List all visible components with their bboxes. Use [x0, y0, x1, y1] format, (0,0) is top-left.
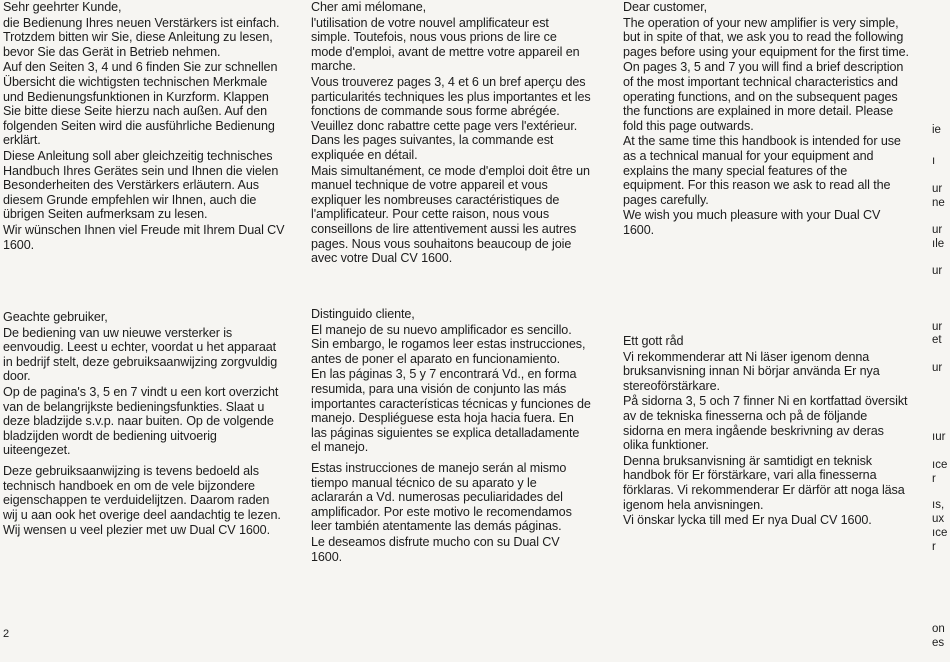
- german-paragraph: Auf den Seiten 3, 4 und 6 finden Sie zur schnellen Übersicht die wichtigsten technischen Merkmale und Bedienungsfunktionen in Kurzform. Klappen Sie bitte diese Seite hierzu nach außen. Auf den folgenden Seiten wird die ausführliche Bedienung erklärt.: [3, 60, 278, 148]
- swedish-paragraph: Denna bruksanvisning är samtidigt en teknisk handbok för Er förstärkare, vari alla finesserna förklaras. Vi rekommenderar Er därför att noga läsa igenom hela anvisningen.: [623, 453, 905, 512]
- french-paragraph: l'utilisation de votre nouvel amplificateur est simple. Toutefois, nous vous prions de lire ce mode d'emploi, avant de mettre votre appareil en marche.: [311, 15, 580, 74]
- edge-fragment: r: [932, 541, 936, 553]
- edge-fragment: ur: [932, 265, 943, 277]
- edge-fragment: es: [932, 637, 945, 649]
- edge-fragment: ıs,: [932, 499, 945, 511]
- english-paragraph: The operation of your new amplifier is very simple, but in spite of that, we ask you to read the following pages before using your equipment for the first time.: [623, 15, 909, 59]
- edge-fragment: ur: [932, 224, 943, 236]
- german-closing: Wir wünschen Ihnen viel Freude mit Ihrem Dual CV 1600.: [3, 222, 285, 252]
- edge-fragment: r: [932, 473, 936, 485]
- edge-fragment: ur: [932, 362, 943, 374]
- edge-fragment: et: [932, 334, 942, 346]
- swedish-salutation: Ett gott råd: [623, 334, 684, 348]
- dutch-paragraph: Deze gebruiksaanwijzing is tevens bedoeld als technisch handboek en om de vele bijzondere eigenschappen te verduidelijtzen. Daarom raden wij u aan ook het overige deel aandachtig te lezen.: [3, 463, 281, 522]
- german-text-block: [3, 0, 285, 253]
- french-salutation: Cher ami mélomane,: [311, 0, 427, 14]
- edge-fragment: ne: [932, 197, 945, 209]
- english-paragraph: At the same time this handbook is intended for use as a technical manual for your equipment and explains the many special features of the equipment. For this reason we ask to read all the pages carefully.: [623, 134, 901, 207]
- french-text-block: [311, 0, 591, 267]
- german-paragraph: Diese Anleitung soll aber gleichzeitig technisches Handbuch Ihres Gerätes sein und Ihnen die vielen Besonderheiten des Verstärkers erläutern. Aus diesem Grunde empfehlen wir Ihnen, auch die übrigen Seiten aufmerksam zu lesen.: [3, 148, 279, 222]
- swedish-text-block: [623, 334, 909, 529]
- spanish-salutation: Distinguido cliente,: [311, 307, 415, 321]
- edge-fragment: ıce: [932, 527, 948, 539]
- dutch-salutation: Geachte gebruiker,: [3, 310, 108, 324]
- english-salutation: Dear customer,: [623, 0, 707, 14]
- page-number: 2: [3, 628, 10, 640]
- spanish-paragraph: En las páginas 3, 5 y 7 encontrará Vd., en forma resumida, para una visión de conjunto las más importantes características técnicas y funciones de manejo. Despliéguese esta hoja hacia fuera. En las páginas siguientes se explica detalladamente el manejo.: [311, 367, 591, 455]
- edge-fragment: ur: [932, 321, 943, 333]
- dutch-closing: Wij wensen u veel plezier met uw Dual CV 1600.: [3, 523, 270, 538]
- right-edge-fragments: [930, 0, 950, 662]
- spanish-closing: Le deseamos disfrute mucho con su Dual CV 1600.: [311, 534, 560, 564]
- edge-fragment: ıce: [932, 459, 948, 471]
- french-paragraph: Mais simultanément, ce mode d'emploi doit être un manuel technique de votre appareil et vous expliquer les nombreuses caractéristiques de l'amplificateur. Pour cette raison, nous vous conseillons de lire attentivement aussi les autres pages. Nous vous souhaitons beaucoup de joie avec votre Dual CV 1600.: [311, 163, 590, 266]
- swedish-paragraph: På sidorna 3, 5 och 7 finner Ni en kortfattad översikt av de tekniska finesserna och på de följande sidorna en mera ingående beskrivning av deras olika funktioner.: [623, 394, 908, 453]
- edge-fragment: ie: [932, 124, 941, 136]
- dutch-text-block: [3, 310, 285, 539]
- swedish-closing: Vi önskar lycka till med Er nya Dual CV 1600.: [623, 513, 872, 528]
- edge-fragment: ı: [932, 155, 936, 167]
- german-paragraph: die Bedienung Ihres neuen Verstärkers ist einfach. Trotzdem bitten wir Sie, diese Anleitung zu lesen, bevor Sie das Gerät in Betrieb nehmen.: [3, 15, 280, 59]
- french-paragraph: Vous trouverez pages 3, 4 et 6 un bref aperçu des particularités techniques les plus importantes et les fonctions de commande sous forme abrégée. Veuillez donc rabattre cette page vers l'extérieur. Dans les pages suivantes, la commande est expliquée en détail.: [311, 74, 591, 162]
- edge-fragment: on: [932, 623, 945, 635]
- swedish-paragraph: Vi rekommenderar att Ni läser igenom denna bruksanvisning innan Ni börjar använda Er nya stereoförstärkare.: [623, 349, 880, 393]
- dutch-paragraph: De bediening van uw nieuwe versterker is eenvoudig. Leest u echter, voordat u het apparaat in bedrijf stelt, deze gebruiksaanwijzing zorgvuldig door.: [3, 325, 278, 384]
- spanish-paragraph: El manejo de su nuevo amplificador es sencillo. Sin embargo, le rogamos leer estas instrucciones, antes de poner el aparato en funcionamiento.: [311, 322, 586, 366]
- edge-fragment: ur: [932, 183, 943, 195]
- spanish-text-block: [311, 307, 591, 565]
- english-closing: We wish you much pleasure with your Dual CV 1600.: [623, 208, 881, 237]
- german-salutation: Sehr geehrter Kunde,: [3, 0, 122, 14]
- english-text-block: [623, 0, 909, 239]
- spanish-paragraph: Estas instrucciones de manejo serán al mismo tiempo manual técnico de su aparato y le aclararán a Vd. numerosas peculiaridades del amplificador. Por este motivo le recomendamos leer también atentamente las demás páginas.: [311, 460, 572, 534]
- english-paragraph: On pages 3, 5 and 7 you will find a brief description of the most important technical characteristics and operating functions, and on the subsequent pages the functions are explained in more detail. Please fold this page outwards.: [623, 60, 904, 133]
- edge-fragment: ıle: [932, 238, 945, 250]
- dutch-paragraph: Op de pagina's 3, 5 en 7 vindt u een kort overzicht van de belangrijkste bedieningsfunkties. Slaat u deze bladzijde s.v.p. naar buiten. Op de volgende bladzijden wordt de bediening uitvoerig uiteengezet.: [3, 384, 279, 458]
- edge-fragment: ux: [932, 513, 945, 525]
- edge-fragment: ıur: [932, 431, 946, 443]
